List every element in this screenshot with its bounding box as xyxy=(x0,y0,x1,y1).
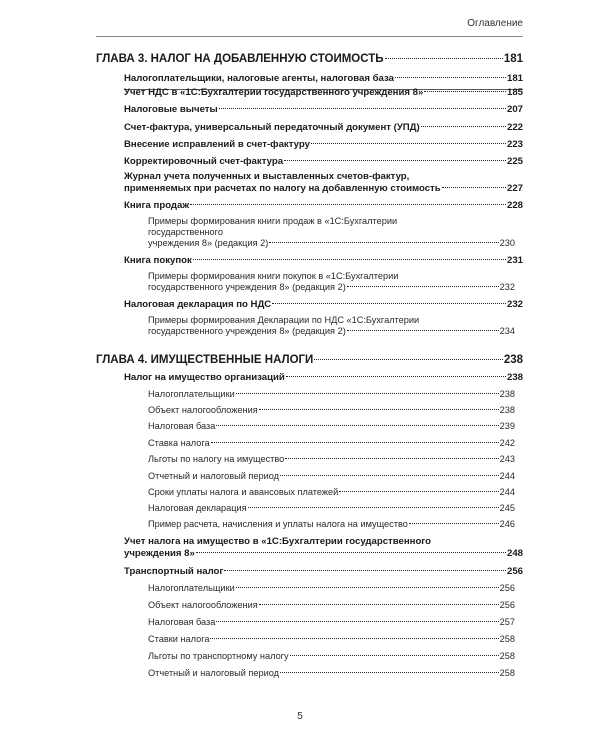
toc-section[interactable] xyxy=(124,566,523,577)
toc-page: 238 xyxy=(499,405,515,415)
toc-leader xyxy=(421,126,506,127)
toc-leader xyxy=(259,604,499,605)
toc-page: 181 xyxy=(506,73,523,84)
toc-section[interactable] xyxy=(124,73,523,84)
toc-page: 207 xyxy=(506,104,523,115)
toc-leader xyxy=(219,108,506,109)
toc-page: 228 xyxy=(506,200,523,211)
toc-section[interactable] xyxy=(124,139,523,150)
toc-title: применяемых при расчетах по налогу на добавленную стоимость xyxy=(124,183,441,194)
toc-leader xyxy=(290,655,499,656)
toc-subsection[interactable] xyxy=(148,405,515,415)
toc-leader xyxy=(272,303,506,304)
toc-page: 243 xyxy=(499,454,515,464)
toc-leader xyxy=(190,204,506,205)
toc-subsection[interactable] xyxy=(148,634,515,644)
toc-leader xyxy=(224,570,506,571)
toc-title: Книга продаж xyxy=(124,200,190,211)
toc-title: Налогоплательщики xyxy=(148,583,235,593)
toc-title: Ставка налога xyxy=(148,438,210,448)
toc-title: Льготы по налогу на имущество xyxy=(148,454,285,464)
toc-title: Транспортный налог xyxy=(124,566,224,577)
toc-subsection[interactable] xyxy=(148,503,515,513)
toc-page: 258 xyxy=(499,651,515,661)
toc-title: Налогоплательщики, налоговые агенты, налоговая база xyxy=(124,73,394,84)
toc-leader xyxy=(236,393,499,394)
toc-title: Льготы по транспортному налогу xyxy=(148,651,289,661)
toc-leader xyxy=(216,621,498,622)
toc-leader xyxy=(395,77,506,78)
toc-subsection[interactable] xyxy=(148,668,515,678)
toc-title: учреждения 8» xyxy=(124,548,195,559)
toc-section[interactable] xyxy=(124,156,523,167)
toc-title: Книга покупок xyxy=(124,255,192,266)
toc-leader xyxy=(280,475,499,476)
toc-leader xyxy=(216,425,498,426)
toc-leader xyxy=(347,286,499,287)
toc-subsection[interactable] xyxy=(148,326,515,336)
toc-leader xyxy=(442,187,506,188)
toc-title: Налоговая декларация xyxy=(148,503,247,513)
toc-title: Сроки уплаты налога и авансовых платежей xyxy=(148,487,339,497)
toc-subsection-line1[interactable]: Примеры формирования Декларации по НДС «1С:Бухгалтерии xyxy=(148,315,420,325)
toc-page: 232 xyxy=(506,299,523,310)
toc-page: 244 xyxy=(499,487,515,497)
toc-leader xyxy=(347,330,499,331)
toc-leader xyxy=(314,359,502,360)
toc-title: Налогоплательщики xyxy=(148,389,235,399)
toc-leader xyxy=(284,160,506,161)
toc-subsection[interactable] xyxy=(148,438,515,448)
toc-page: 238 xyxy=(506,372,523,383)
toc-title: ГЛАВА 4. ИМУЩЕСТВЕННЫЕ НАЛОГИ xyxy=(96,354,314,366)
toc-chapter-4[interactable] xyxy=(96,354,523,366)
toc-title: Отчетный и налоговый период xyxy=(148,668,279,678)
toc-section[interactable] xyxy=(124,548,523,559)
page-number: 5 xyxy=(297,711,303,722)
toc-subsection[interactable] xyxy=(148,238,515,248)
toc-title: Пример расчета, начисления и уплаты налога на имущество xyxy=(148,519,408,529)
toc-page: 244 xyxy=(499,471,515,481)
toc-page: 238 xyxy=(499,389,515,399)
toc-section[interactable] xyxy=(124,372,523,383)
toc-page: 223 xyxy=(506,139,523,150)
toc-subsection-line1[interactable]: Примеры формирования книги продаж в «1С:Бухгалтерии xyxy=(148,216,398,226)
toc-page: 232 xyxy=(499,282,515,292)
toc-subsection-line2[interactable]: государственного xyxy=(148,227,223,237)
toc-subsection[interactable] xyxy=(148,389,515,399)
toc-title: ГЛАВА 3. НАЛОГ НА ДОБАВЛЕННУЮ СТОИМОСТЬ xyxy=(96,53,384,65)
toc-title: Объект налогообложения xyxy=(148,405,258,415)
toc-subsection[interactable] xyxy=(148,421,515,431)
toc-leader xyxy=(285,458,498,459)
toc-page: 242 xyxy=(499,438,515,448)
toc-title: учреждения 8» (редакция 2) xyxy=(148,238,269,248)
toc-title: Корректировочный счет-фактура xyxy=(124,156,284,167)
toc-title: Ставки налога xyxy=(148,634,210,644)
toc-leader xyxy=(385,58,503,59)
toc-leader xyxy=(339,491,498,492)
toc-subsection[interactable] xyxy=(148,282,515,292)
toc-title: Отчетный и налоговый период xyxy=(148,471,279,481)
toc-title: Налоговые вычеты xyxy=(124,104,218,115)
toc-page: 227 xyxy=(506,183,523,194)
toc-title: Налог на имущество организаций xyxy=(124,372,285,383)
toc-subsection[interactable] xyxy=(148,471,515,481)
toc-page: 257 xyxy=(499,617,515,627)
toc-leader xyxy=(269,242,498,243)
toc-page: 225 xyxy=(506,156,523,167)
toc-leader xyxy=(280,672,499,673)
toc-chapter-3[interactable] xyxy=(96,53,523,65)
toc-section[interactable] xyxy=(124,200,523,211)
toc-leader xyxy=(196,552,506,553)
toc-title: Счет-фактура, универсальный передаточный документ (УПД) xyxy=(124,122,420,133)
toc-page: 256 xyxy=(499,583,515,593)
running-header xyxy=(96,18,523,37)
toc-title: Учет НДС в «1С:Бухгалтерии государственного учреждения 8» xyxy=(124,87,424,98)
toc-leader xyxy=(311,143,506,144)
toc-page: 231 xyxy=(506,255,523,266)
toc-leader xyxy=(424,91,506,92)
toc-page: 230 xyxy=(499,238,515,248)
toc-subsection[interactable] xyxy=(148,487,515,497)
toc-title: Налоговая декларация по НДС xyxy=(124,299,272,310)
toc-page: 222 xyxy=(506,122,523,133)
running-header-title: Оглавление xyxy=(467,18,523,29)
toc-page: 258 xyxy=(499,634,515,644)
toc-section-line1[interactable]: Журнал учета полученных и выставленных счетов-фактур, xyxy=(124,171,410,182)
toc-page: 258 xyxy=(499,668,515,678)
toc-section[interactable] xyxy=(124,104,523,115)
toc-subsection[interactable] xyxy=(148,600,515,610)
toc-title: государственного учреждения 8» (редакция 2) xyxy=(148,326,346,336)
toc-page: 185 xyxy=(506,87,523,98)
toc-leader xyxy=(286,376,506,377)
toc-section[interactable] xyxy=(124,299,523,310)
toc-subsection[interactable] xyxy=(148,583,515,593)
toc-section[interactable] xyxy=(124,255,523,266)
toc-subsection[interactable] xyxy=(148,454,515,464)
toc-subsection-line1[interactable]: Примеры формирования книги покупок в «1С:Бухгалтерии xyxy=(148,271,399,281)
toc-title: Налоговая база xyxy=(148,421,216,431)
toc-title: государственного учреждения 8» (редакция 2) xyxy=(148,282,346,292)
toc-page: 256 xyxy=(499,600,515,610)
toc-page: 248 xyxy=(506,548,523,559)
toc-leader xyxy=(193,259,506,260)
toc-section[interactable] xyxy=(124,87,523,98)
toc-leader xyxy=(248,507,499,508)
toc-title: Налоговая база xyxy=(148,617,216,627)
toc-page: 256 xyxy=(506,566,523,577)
toc-page: 238 xyxy=(503,354,523,366)
toc-leader xyxy=(259,409,499,410)
toc-page: 245 xyxy=(499,503,515,513)
toc-section[interactable] xyxy=(124,183,523,194)
toc-leader xyxy=(210,638,498,639)
toc-page: 234 xyxy=(499,326,515,336)
toc-section[interactable] xyxy=(124,122,523,133)
toc-leader xyxy=(409,523,499,524)
toc-title: Внесение исправлений в счет-фактуру xyxy=(124,139,310,150)
toc-page: 181 xyxy=(503,53,523,65)
toc-page: 239 xyxy=(499,421,515,431)
toc-title: Объект налогообложения xyxy=(148,600,258,610)
toc-page: 246 xyxy=(499,519,515,529)
toc-subsection[interactable] xyxy=(148,617,515,627)
toc-leader xyxy=(236,587,499,588)
toc-subsection[interactable] xyxy=(148,519,515,529)
toc-subsection[interactable] xyxy=(148,651,515,661)
toc-section-line1[interactable]: Учет налога на имущество в «1С:Бухгалтерии государственного xyxy=(124,536,432,547)
toc-leader xyxy=(211,442,499,443)
